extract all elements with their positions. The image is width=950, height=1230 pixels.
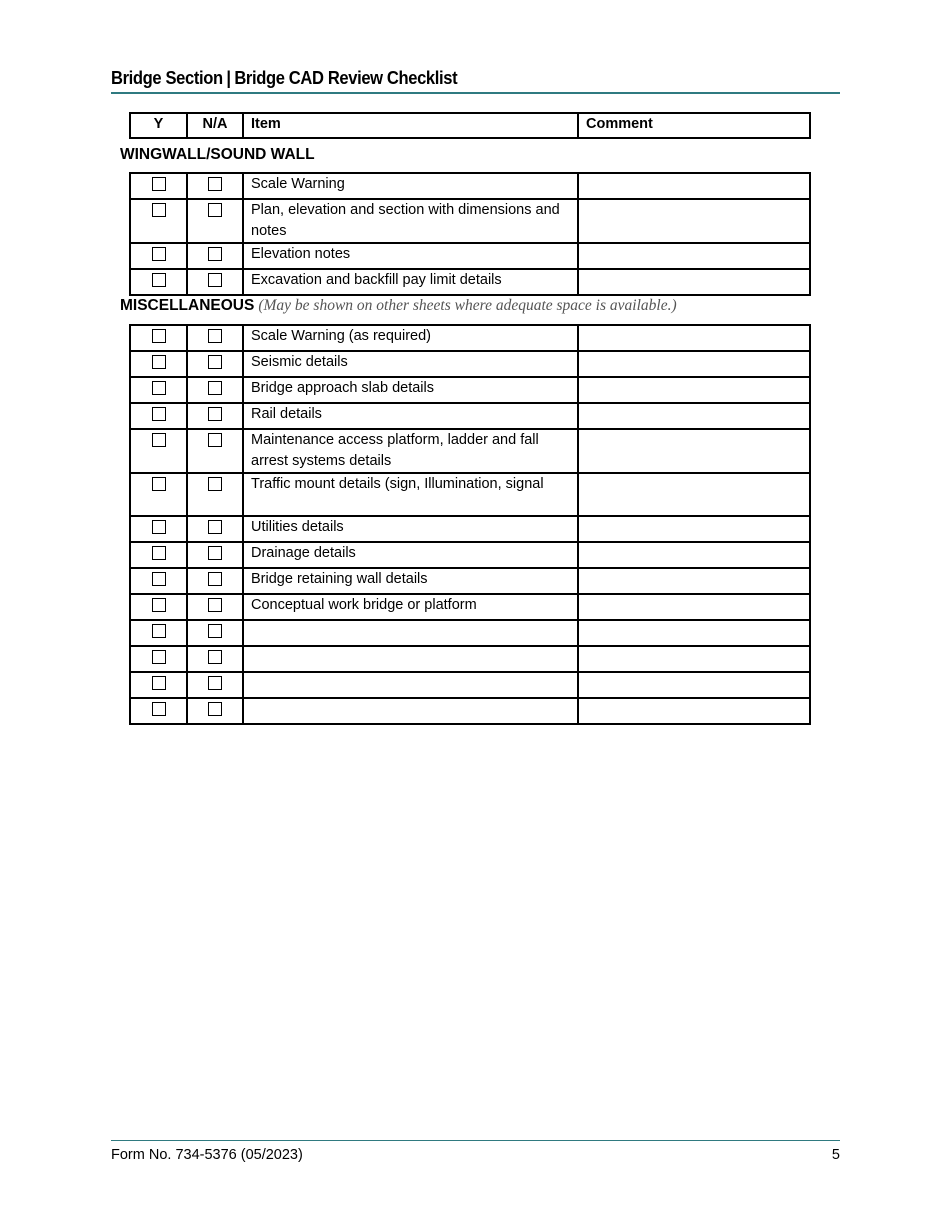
checkbox-y[interactable]	[152, 407, 166, 421]
checkbox-y[interactable]	[152, 676, 166, 690]
checkbox-cell-na	[187, 473, 243, 516]
comment-cell[interactable]	[578, 568, 810, 594]
column-header-table	[129, 112, 811, 139]
item-cell	[243, 646, 578, 672]
checkbox-y[interactable]	[152, 598, 166, 612]
checklist-row	[130, 516, 810, 542]
checkbox-cell-na	[187, 429, 243, 473]
item-cell: Conceptual work bridge or platform	[243, 594, 578, 620]
item-cell	[243, 672, 578, 698]
checkbox-na[interactable]	[208, 520, 222, 534]
checkbox-y[interactable]	[152, 433, 166, 447]
checkbox-na[interactable]	[208, 650, 222, 664]
comment-cell[interactable]	[578, 620, 810, 646]
checkbox-cell-na	[187, 516, 243, 542]
checkbox-cell-na	[187, 351, 243, 377]
checkbox-na[interactable]	[208, 546, 222, 560]
item-cell: Seismic details	[243, 351, 578, 377]
checkbox-na[interactable]	[208, 676, 222, 690]
checkbox-cell-y	[130, 473, 187, 516]
checklist-row	[130, 473, 810, 516]
checkbox-y[interactable]	[152, 702, 166, 716]
comment-cell[interactable]	[578, 646, 810, 672]
column-na: N/A	[187, 113, 243, 138]
checkbox-y[interactable]	[152, 381, 166, 395]
checkbox-cell-na	[187, 403, 243, 429]
page-title	[111, 66, 782, 90]
item-cell: Traffic mount details (sign, Illumination, signal	[243, 473, 578, 516]
checklist-row	[130, 620, 810, 646]
item-cell: Drainage details	[243, 542, 578, 568]
checkbox-cell-y	[130, 269, 187, 295]
item-cell: Rail details	[243, 403, 578, 429]
page-number: 5	[831, 1147, 840, 1163]
checkbox-na[interactable]	[208, 247, 222, 261]
header-title-text: Bridge CAD Review Checklist	[234, 68, 458, 88]
comment-cell[interactable]	[578, 377, 810, 403]
checklist-row	[130, 269, 810, 295]
checkbox-na[interactable]	[208, 381, 222, 395]
checkbox-cell-na	[187, 568, 243, 594]
item-cell: Utilities details	[243, 516, 578, 542]
column-y: Y	[130, 113, 187, 138]
checklist-row	[130, 542, 810, 568]
checkbox-cell-na	[187, 542, 243, 568]
checklist-row	[130, 594, 810, 620]
checkbox-cell-y	[130, 173, 187, 199]
checkbox-cell-y	[130, 243, 187, 269]
checkbox-cell-y	[130, 351, 187, 377]
checklist-row	[130, 377, 810, 403]
form-number: Form No. 734-5376 (05/2023)	[111, 1147, 303, 1163]
item-cell: Excavation and backfill pay limit details	[243, 269, 578, 295]
checkbox-y[interactable]	[152, 203, 166, 217]
section-heading-wingwall: WINGWALL/SOUND WALL	[120, 146, 315, 163]
checkbox-y[interactable]	[152, 520, 166, 534]
checkbox-na[interactable]	[208, 407, 222, 421]
item-cell: Scale Warning (as required)	[243, 325, 578, 351]
checkbox-cell-y	[130, 698, 187, 724]
checkbox-na[interactable]	[208, 572, 222, 586]
checklist-row	[130, 325, 810, 351]
checkbox-cell-y	[130, 429, 187, 473]
comment-cell[interactable]	[578, 269, 810, 295]
comment-cell[interactable]	[578, 199, 810, 243]
checkbox-y[interactable]	[152, 572, 166, 586]
item-cell: Plan, elevation and section with dimensions and notes	[243, 199, 578, 243]
checkbox-y[interactable]	[152, 546, 166, 560]
checklist-row	[130, 403, 810, 429]
checkbox-na[interactable]	[208, 433, 222, 447]
comment-cell[interactable]	[578, 429, 810, 473]
wingwall-rows	[130, 173, 810, 295]
checkbox-cell-y	[130, 199, 187, 243]
comment-cell[interactable]	[578, 403, 810, 429]
checklist-row	[130, 173, 810, 199]
comment-cell[interactable]	[578, 325, 810, 351]
checkbox-na[interactable]	[208, 624, 222, 638]
comment-cell[interactable]	[578, 173, 810, 199]
checkbox-cell-na	[187, 325, 243, 351]
comment-cell[interactable]	[578, 698, 810, 724]
checkbox-cell-y	[130, 646, 187, 672]
checkbox-y[interactable]	[152, 247, 166, 261]
checkbox-na[interactable]	[208, 702, 222, 716]
misc-rows	[130, 325, 810, 724]
column-item: Item	[243, 113, 578, 138]
item-cell: Bridge retaining wall details	[243, 568, 578, 594]
checkbox-cell-y	[130, 403, 187, 429]
item-cell: Bridge approach slab details	[243, 377, 578, 403]
checklist-row	[130, 243, 810, 269]
checkbox-na[interactable]	[208, 477, 222, 491]
wingwall-table	[129, 172, 811, 296]
checklist-row	[130, 646, 810, 672]
checkbox-na[interactable]	[208, 329, 222, 343]
item-cell: Scale Warning	[243, 173, 578, 199]
checkbox-y[interactable]	[152, 355, 166, 369]
checkbox-y[interactable]	[152, 650, 166, 664]
item-cell: Elevation notes	[243, 243, 578, 269]
checklist-row	[130, 351, 810, 377]
checkbox-cell-y	[130, 542, 187, 568]
checkbox-y[interactable]	[152, 273, 166, 287]
checkbox-na[interactable]	[208, 598, 222, 612]
misc-table	[129, 324, 811, 725]
column-comment: Comment	[578, 113, 810, 138]
checklist-row	[130, 568, 810, 594]
checkbox-cell-na	[187, 269, 243, 295]
comment-cell[interactable]	[578, 672, 810, 698]
checkbox-cell-na	[187, 646, 243, 672]
comment-cell[interactable]	[578, 594, 810, 620]
checkbox-na[interactable]	[208, 177, 222, 191]
page-header	[111, 66, 840, 94]
comment-cell[interactable]	[578, 351, 810, 377]
comment-cell[interactable]	[578, 516, 810, 542]
header-section: Bridge Section	[111, 68, 223, 88]
checkbox-y[interactable]	[152, 624, 166, 638]
checkbox-cell-y	[130, 516, 187, 542]
checkbox-cell-na	[187, 243, 243, 269]
checkbox-cell-na	[187, 173, 243, 199]
item-cell: Maintenance access platform, ladder and fall arrest systems details	[243, 429, 578, 473]
checklist-row	[130, 672, 810, 698]
item-cell	[243, 620, 578, 646]
checklist-row	[130, 199, 810, 243]
page-footer	[111, 1140, 840, 1163]
checklist-row	[130, 698, 810, 724]
checkbox-cell-na	[187, 620, 243, 646]
comment-cell[interactable]	[578, 243, 810, 269]
checkbox-cell-y	[130, 594, 187, 620]
comment-cell[interactable]	[578, 473, 810, 516]
checklist-row	[130, 429, 810, 473]
section-heading-misc: MISCELLANEOUS (May be shown on other sheets where adequate space is available.)	[120, 297, 677, 314]
checkbox-na[interactable]	[208, 273, 222, 287]
checkbox-na[interactable]	[208, 203, 222, 217]
checkbox-cell-y	[130, 377, 187, 403]
item-cell	[243, 698, 578, 724]
checkbox-cell-na	[187, 698, 243, 724]
checkbox-cell-na	[187, 672, 243, 698]
checkbox-cell-y	[130, 620, 187, 646]
checkbox-y[interactable]	[152, 177, 166, 191]
header-separator: |	[226, 68, 231, 88]
checkbox-cell-y	[130, 672, 187, 698]
section-note-misc: (May be shown on other sheets where adequate space is available.)	[258, 297, 677, 314]
checkbox-y[interactable]	[152, 329, 166, 343]
checkbox-cell-na	[187, 377, 243, 403]
checkbox-y[interactable]	[152, 477, 166, 491]
checkbox-cell-na	[187, 199, 243, 243]
comment-cell[interactable]	[578, 542, 810, 568]
checkbox-cell-na	[187, 594, 243, 620]
checkbox-na[interactable]	[208, 355, 222, 369]
checkbox-cell-y	[130, 325, 187, 351]
checkbox-cell-y	[130, 568, 187, 594]
